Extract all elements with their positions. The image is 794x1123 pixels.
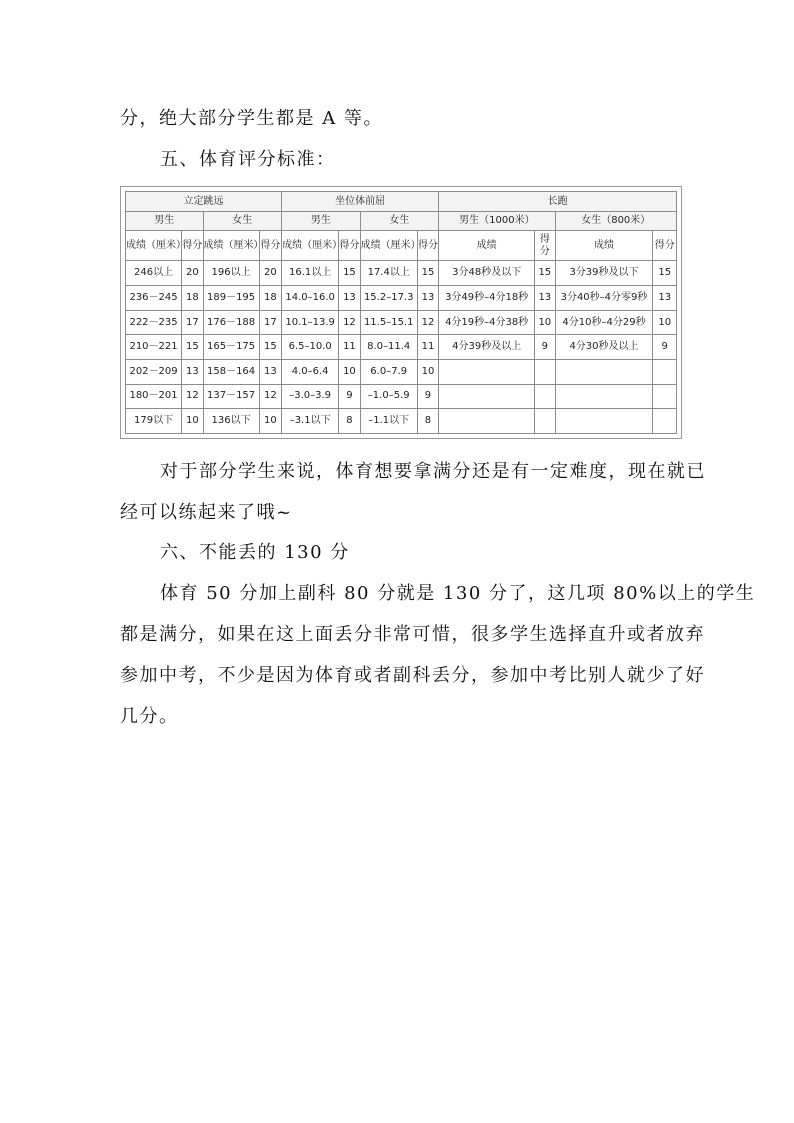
table-cell: 13 xyxy=(535,286,555,311)
table-cell xyxy=(555,384,653,409)
table-cell: 15 xyxy=(339,261,360,286)
table-cell: 196以上 xyxy=(203,261,259,286)
column-header: 成绩（厘米） xyxy=(282,231,339,261)
table-cell: 15 xyxy=(535,261,555,286)
table-cell: 210－221 xyxy=(126,335,182,360)
table-cell: 18 xyxy=(182,286,203,311)
gender-header: 女生 xyxy=(203,212,282,231)
table-cell: 20 xyxy=(259,261,281,286)
table-cell: 246以上 xyxy=(126,261,182,286)
column-header: 得分 xyxy=(182,231,203,261)
paragraph-line: 体育 50 分加上副科 80 分就是 130 分了，这几项 80%以上的学生 xyxy=(160,583,756,604)
table-cell: 12 xyxy=(339,310,360,335)
table-cell: 10 xyxy=(182,409,203,434)
table-cell: 3分40秒–4分零9秒 xyxy=(555,286,653,311)
table-cell: 4分10秒–4分29秒 xyxy=(555,310,653,335)
table-cell xyxy=(439,359,535,384)
table-cell: 189－195 xyxy=(203,286,259,311)
table-cell: 236－245 xyxy=(126,286,182,311)
table-row xyxy=(126,310,677,335)
table-cell: –3.0–3.9 xyxy=(282,384,339,409)
table-cell: 202－209 xyxy=(126,359,182,384)
table-cell: 17 xyxy=(259,310,281,335)
table-cell: 10 xyxy=(653,310,677,335)
paragraph-line: 都是满分，如果在这上面丢分非常可惜，很多学生选择直升或者放弃 xyxy=(120,624,705,645)
table-cell xyxy=(439,384,535,409)
table-cell: 4分19秒–4分38秒 xyxy=(439,310,535,335)
table-cell: 9 xyxy=(417,384,438,409)
table-cell xyxy=(535,409,555,434)
gender-header: 男生（1000米） xyxy=(439,212,555,231)
pe-scoring-table-image xyxy=(120,186,682,439)
group-header: 长跑 xyxy=(439,192,677,212)
table-cell xyxy=(439,409,535,434)
column-header: 得分 xyxy=(653,231,677,261)
table-cell xyxy=(653,384,677,409)
table-row xyxy=(126,409,677,434)
table-cell xyxy=(555,409,653,434)
section-heading-130-points: 六、不能丢的 130 分 xyxy=(160,542,350,563)
table-cell: 9 xyxy=(339,384,360,409)
table-cell: 11 xyxy=(417,335,438,360)
table-cell: 9 xyxy=(535,335,555,360)
table-cell: 15 xyxy=(417,261,438,286)
table-row xyxy=(126,335,677,360)
table-row xyxy=(126,286,677,311)
column-header: 得分 xyxy=(339,231,360,261)
table-cell: 176－188 xyxy=(203,310,259,335)
table-cell: 6.5–10.0 xyxy=(282,335,339,360)
table-cell: 12 xyxy=(417,310,438,335)
group-header: 立定跳远 xyxy=(126,192,282,212)
table-cell: 4分39秒及以上 xyxy=(439,335,535,360)
column-header: 得分 xyxy=(535,231,555,261)
table-cell: 10 xyxy=(339,359,360,384)
table-cell: 4.0–6.4 xyxy=(282,359,339,384)
table-cell: 11.5–15.1 xyxy=(360,310,417,335)
table-cell: 13 xyxy=(182,359,203,384)
table-cell: 18 xyxy=(259,286,281,311)
table-cell: –1.1以下 xyxy=(360,409,417,434)
column-header: 得分 xyxy=(259,231,281,261)
table-cell: 3分48秒及以下 xyxy=(439,261,535,286)
table-cell: 165－175 xyxy=(203,335,259,360)
table-cell: 15 xyxy=(259,335,281,360)
table-cell: 13 xyxy=(339,286,360,311)
table-cell: 13 xyxy=(653,286,677,311)
table-cell: 10 xyxy=(417,359,438,384)
gender-header: 女生（800米） xyxy=(555,212,676,231)
paragraph-line: 几分。 xyxy=(120,706,179,727)
table-cell: 15.2–17.3 xyxy=(360,286,417,311)
section-heading-pe-standards: 五、体育评分标准： xyxy=(160,149,336,170)
table-cell: 8 xyxy=(417,409,438,434)
gender-header: 女生 xyxy=(360,212,439,231)
table-row xyxy=(126,359,677,384)
table-cell: 6.0–7.9 xyxy=(360,359,417,384)
table-cell: 12 xyxy=(182,384,203,409)
table-cell xyxy=(555,359,653,384)
table-cell: 11 xyxy=(339,335,360,360)
table-cell xyxy=(535,384,555,409)
paragraph-line: 分，绝大部分学生都是 A 等。 xyxy=(120,108,383,129)
table-cell: 10 xyxy=(259,409,281,434)
table-cell: 179以下 xyxy=(126,409,182,434)
table-cell: 13 xyxy=(259,359,281,384)
table-cell: 9 xyxy=(653,335,677,360)
table-cell: 222－235 xyxy=(126,310,182,335)
table-cell: 16.1以上 xyxy=(282,261,339,286)
table-cell: 10.1–13.9 xyxy=(282,310,339,335)
table-cell: 20 xyxy=(182,261,203,286)
table-cell: 3分39秒及以下 xyxy=(555,261,653,286)
table-cell: 12 xyxy=(259,384,281,409)
column-header: 成绩 xyxy=(555,231,653,261)
table-cell: 8 xyxy=(339,409,360,434)
table-cell: –3.1以下 xyxy=(282,409,339,434)
paragraph-line: 对于部分学生来说，体育想要拿满分还是有一定难度，现在就已 xyxy=(160,461,706,482)
table-cell: 158－164 xyxy=(203,359,259,384)
column-header: 成绩（厘米） xyxy=(203,231,259,261)
table-cell: 10 xyxy=(535,310,555,335)
table-cell: 13 xyxy=(417,286,438,311)
table-cell: 17.4以上 xyxy=(360,261,417,286)
table-row xyxy=(126,261,677,286)
table-cell xyxy=(653,409,677,434)
gender-header: 男生 xyxy=(282,212,361,231)
table-cell xyxy=(535,359,555,384)
paragraph-line: 经可以练起来了哦~ xyxy=(120,502,293,523)
table-cell: 4分30秒及以上 xyxy=(555,335,653,360)
column-header: 得分 xyxy=(417,231,438,261)
table-cell: 17 xyxy=(182,310,203,335)
table-row xyxy=(126,384,677,409)
column-header: 成绩（厘米） xyxy=(126,231,182,261)
column-header: 成绩 xyxy=(439,231,535,261)
table-cell: 15 xyxy=(182,335,203,360)
table-cell: 136以下 xyxy=(203,409,259,434)
group-header: 坐位体前屈 xyxy=(282,192,439,212)
table-cell: 15 xyxy=(653,261,677,286)
pe-scoring-table xyxy=(125,191,677,434)
table-cell: 137－157 xyxy=(203,384,259,409)
table-cell: 180－201 xyxy=(126,384,182,409)
paragraph-line: 参加中考，不少是因为体育或者副科丢分，参加中考比别人就少了好 xyxy=(120,665,705,686)
gender-header: 男生 xyxy=(126,212,204,231)
table-cell xyxy=(653,359,677,384)
column-header: 成绩（厘米） xyxy=(360,231,417,261)
table-cell: –1.0–5.9 xyxy=(360,384,417,409)
table-cell: 3分49秒–4分18秒 xyxy=(439,286,535,311)
table-cell: 14.0–16.0 xyxy=(282,286,339,311)
table-cell: 8.0–11.4 xyxy=(360,335,417,360)
